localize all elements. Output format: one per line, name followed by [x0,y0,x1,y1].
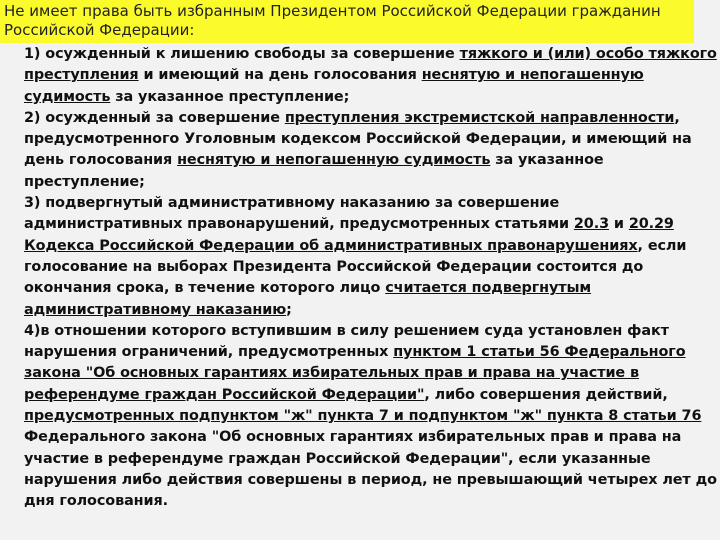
text: , если [637,237,687,254]
text: 1) осужденный к лишению свободы за совершение [24,46,460,62]
item-4-line-1: 4)в отношении которого вступившим в силу решением суда установлен факт [24,322,669,339]
text: окончания срока, в течение которого лицо [24,280,386,297]
item-4-line-7: участие в референдуме граждан Российской Федерации", если указанные [24,450,651,467]
item-2-line-4: преступление; [24,173,145,190]
item-3-line-4: голосование на выборах Президента Российской Федерации состоится до [24,258,644,275]
text: и [609,216,629,233]
text: нарушения ограничений, предусмотренных [24,344,394,361]
link-article-20-29[interactable]: 20.29 [628,216,674,233]
text: 2) осужденный за совершение [24,109,285,126]
item-1-line-3 [24,87,714,108]
link-unexpunged-conviction[interactable]: неснятую и непогашенную судимость [177,152,491,169]
banner-line-1: Не имеет права быть избранным Президентом Российской Федерации гражданин [4,2,661,20]
text: ; [286,301,292,318]
item-1-line-2 [24,65,714,86]
item-4-line-8: нарушения либо действия совершены в период, не превышающий четырех лет до [24,471,717,488]
item-3-line-3 [24,236,714,257]
link-subparagraphs[interactable]: предусмотренных подпунктом "ж" пункта 7 и подпунктом "ж" пункта 8 статьи 76 [24,408,702,425]
text: административных правонарушений, предусмотренных статьями [24,216,574,233]
link-extremist-crimes[interactable]: преступления экстремистской направленности [284,109,675,126]
link-crime[interactable]: преступления [24,67,139,84]
link-conviction[interactable]: судимость [24,88,111,105]
link-unexpunged[interactable]: неснятую и непогашенную [421,67,644,84]
item-2-line-1 [24,108,714,129]
link-grave-crime[interactable]: тяжкого и (или) особо тяжкого [459,46,717,62]
banner-line-2: Российской Федерации: [4,21,195,39]
item-3-line-6 [24,300,714,321]
text: за указанное [490,152,604,169]
link-federal-law-line-2[interactable]: референдуме граждан Российской Федерации" [24,386,425,403]
item-3-line-5 [24,278,714,299]
item-3-line-1: 3) подвергнутый административному наказанию за совершение [24,195,560,212]
item-4-line-9: дня голосования. [24,493,169,510]
link-article-20-3[interactable]: 20.3 [573,216,609,233]
link-admin-code[interactable]: Кодекса Российской Федерации об административных правонарушениях [24,237,638,254]
item-2-line-3 [24,150,714,171]
link-admin-penalty[interactable]: административному наказанию [24,301,287,318]
item-4-line-6: Федерального закона "Об основных гарантиях избирательных прав и права на [24,429,682,446]
link-federal-law-line-1[interactable]: закона "Об основных гарантиях избирательных прав и права на участие в [24,365,640,382]
text: , [674,109,680,126]
item-4-line-4 [24,385,714,406]
text: за указанное преступление; [110,88,350,105]
law-text [24,44,717,513]
item-3-line-2 [24,214,714,235]
item-2-line-2: предусмотренного Уголовным кодексом Российской Федерации, и имеющий на [24,131,692,148]
link-paragraph-1-article-56[interactable]: пунктом 1 статьи 56 Федерального [393,344,686,361]
text: и имеющий на день голосования [138,67,422,84]
text: день голосования [24,152,178,169]
link-considered-penalized[interactable]: считается подвергнутым [385,280,592,297]
text: , либо совершения действий, [424,386,668,403]
item-1-line-1 [24,44,717,65]
item-4-line-2 [24,342,714,363]
header-banner [0,0,694,43]
